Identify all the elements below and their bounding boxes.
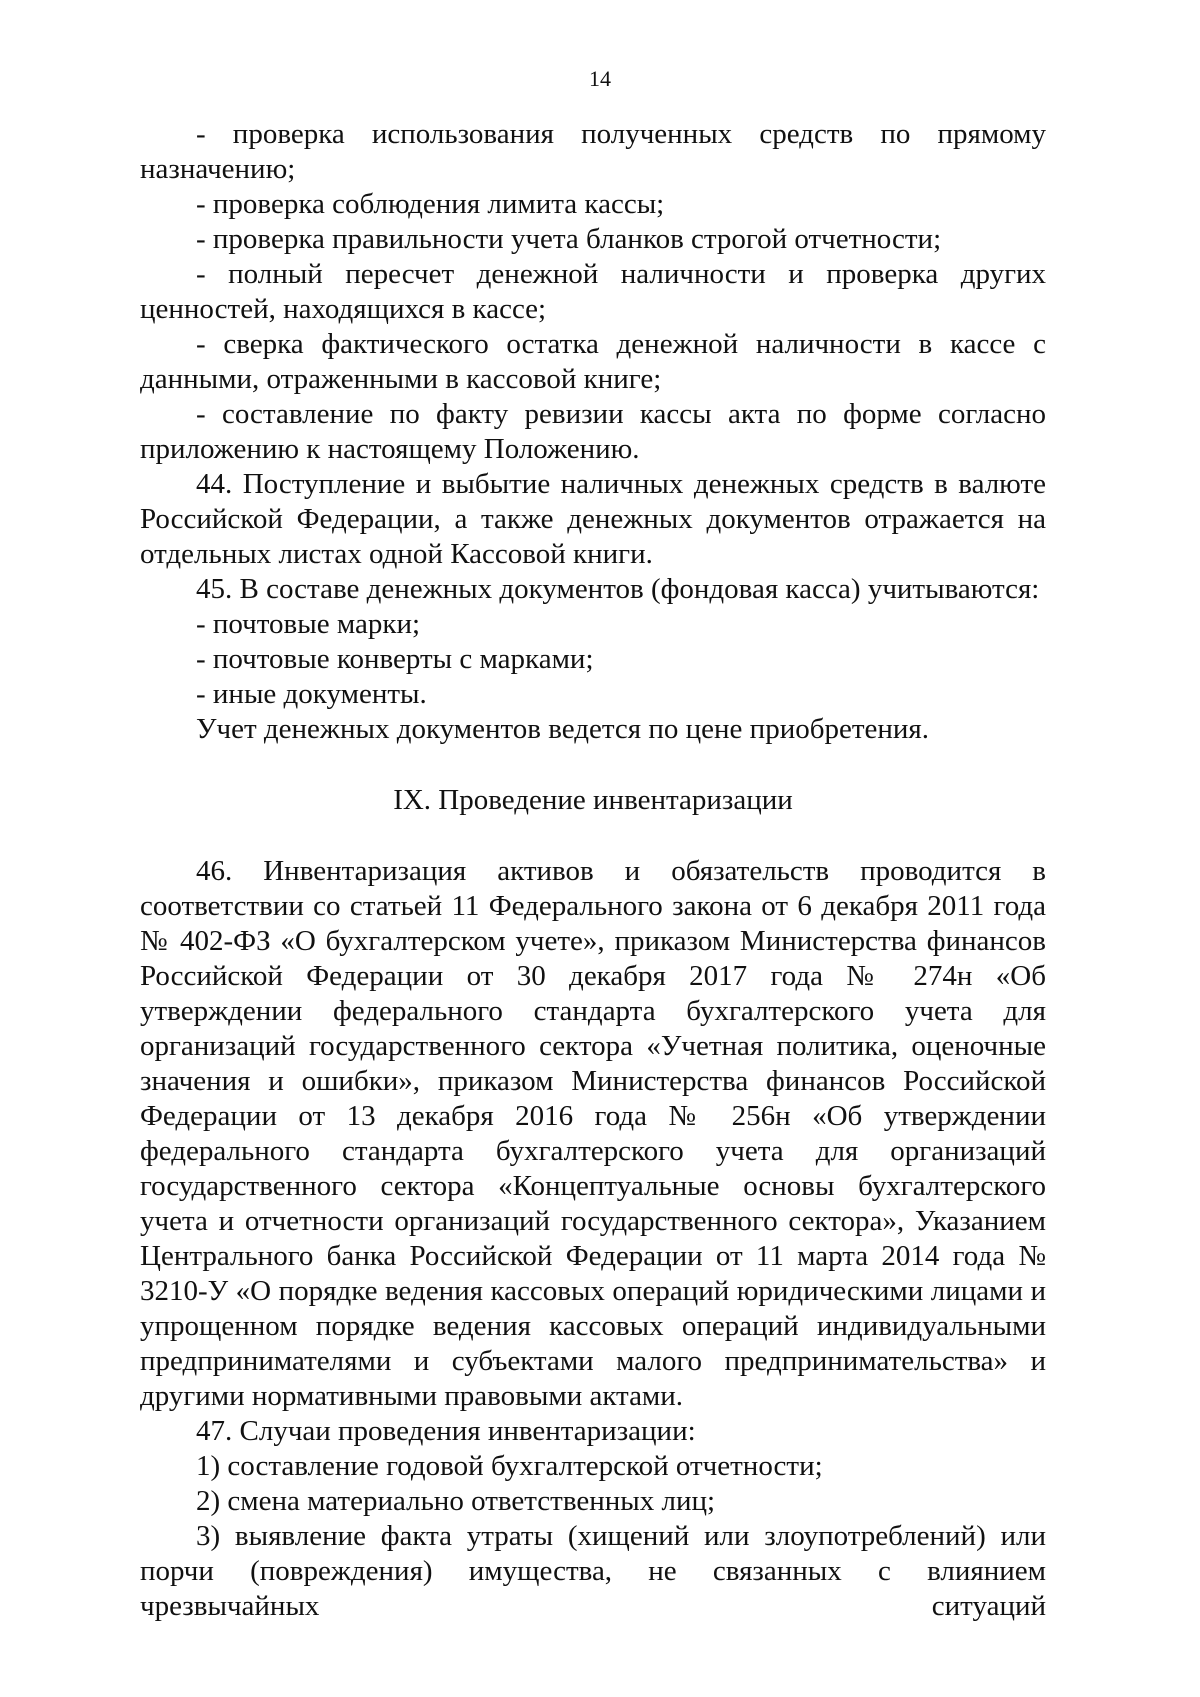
list-item: 3) выявление факта утраты (хищений или злоупотреблений) или порчи (повреждения) имущества, не связанных с влиянием чрезвычайных ситуаций <box>140 1520 1046 1622</box>
list-item: - составление по факту ревизии кассы акта по форме согласно приложению к настоящему Положению. <box>140 398 1046 465</box>
list-item: - проверка правильности учета бланков строгой отчетности; <box>196 223 942 255</box>
paragraph-44: 44. Поступление и выбытие наличных денежных средств в валюте Российской Федерации, а также денежных документов отражается на отдельных листах одной Кассовой книги. <box>140 468 1046 570</box>
list-item: - проверка использования полученных средств по прямому назначению; <box>140 118 1046 185</box>
paragraph-note: Учет денежных документов ведется по цене приобретения. <box>196 713 930 745</box>
paragraph-46: 46. Инвентаризация активов и обязательств проводится в соответствии со статьей 11 Федерального закона от 6 декабря 2011 года № 402-ФЗ «О бухгалтерском учете», приказом Министерства финансов Российской Федерации от 30 декабря 2017 года № 274н «Об утверждении федерального стандарта бухгалтерского учета для организаций государственного сектора «Учетная политика, оценочные значения и ошибки», приказом Министерства финансов Российской Федерации от 13 декабря 2016 года № 256н «Об утверждении федерального стандарта бухгалтерского учета для организаций государственного сектора «Концептуальные основы бухгалтерского учета и отчетности организаций государственного сектора», Указанием Центрального банка Российской Федерации от 11 марта 2014 года № 3210-У «О порядке ведения кассовых операций юридическими лицами и упрощенном порядке ведения кассовых операций индивидуальными предпринимателями и субъектами малого предпринимательства» и другими нормативными правовыми актами. <box>140 855 1046 1412</box>
document-body <box>140 117 1046 1624</box>
list-item: - почтовые конверты с марками; <box>196 643 594 675</box>
paragraph-47: 47. Случаи проведения инвентаризации: <box>196 1415 696 1447</box>
list-item: - иные документы. <box>196 678 427 710</box>
paragraph-45: 45. В составе денежных документов (фондовая касса) учитываются: <box>196 573 1040 605</box>
list-item: - проверка соблюдения лимита кассы; <box>196 188 665 220</box>
list-item: 1) составление годовой бухгалтерской отчетности; <box>196 1450 823 1482</box>
section-heading: IX. Проведение инвентаризации <box>393 784 793 816</box>
list-item: - сверка фактического остатка денежной наличности в кассе с данными, отраженными в кассовой книге; <box>140 328 1046 395</box>
list-item: - почтовые марки; <box>196 608 421 640</box>
list-item: - полный пересчет денежной наличности и проверка других ценностей, находящихся в кассе; <box>140 258 1046 325</box>
list-item: 2) смена материально ответственных лиц; <box>196 1485 716 1517</box>
page-number: 14 <box>589 66 611 91</box>
